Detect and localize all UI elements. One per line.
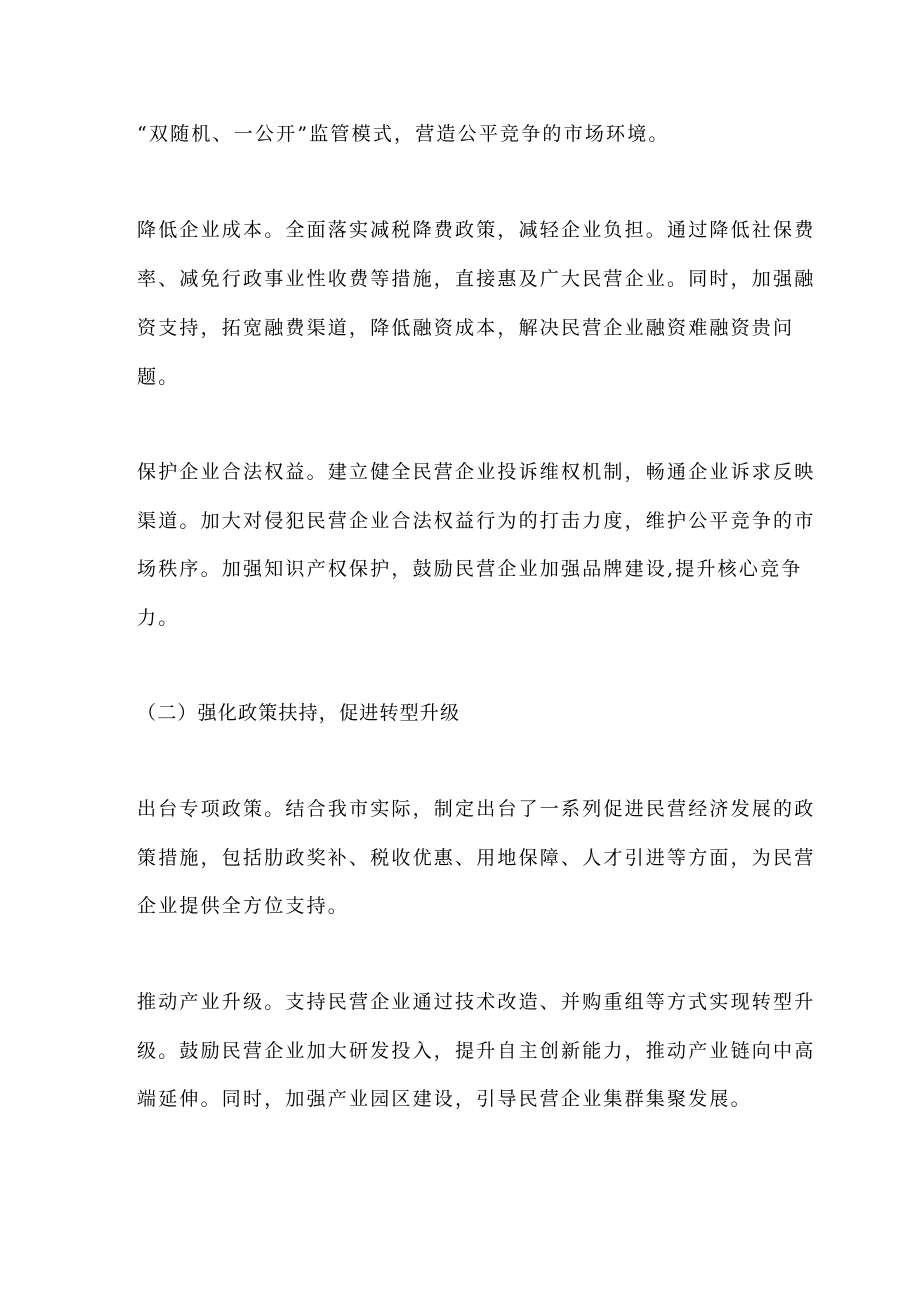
paragraph-2-line-4: 题。 [137,366,180,388]
paragraph-5-line-2: 级。鼓励民营企业加大研发投入，提升自主创新能力，推动产业链向中高 [137,1040,816,1062]
paragraph-3-line-2: 渠道。加大对侵犯民营企业合法权益行为的打击力度，维护公平竞争的市 [137,510,816,532]
paragraph-5-line-1: 推动产业升级。支持民营企业通过技术改造、并购重组等方式实现转型升 [137,991,816,1013]
paragraph-2-line-1: 降低企业成本。全面落实减税降费政策，减轻企业负担。通过降低社保费 [137,219,816,241]
paragraph-5-line-3: 端延伸。同时，加强产业园区建设，引导民营企业集群集聚发展。 [137,1088,752,1110]
paragraph-2-line-2: 率、减免行政事业性收费等措施，直接惠及广大民营企业。同时，加强融 [137,268,816,290]
paragraph-3-line-1: 保护企业合法权益。建立健全民营企业投诉维权机制，畅通企业诉求反映 [137,461,816,483]
paragraph-2-line-3: 资支持，拓宽融费渠道，降低融资成本，解决民营企业融资难融资贵问 [137,317,795,339]
paragraph-4-line-1: 出台专项政策。结合我市实际，制定出台了一系列促进民营经济发展的政 [137,798,816,820]
paragraph-4-line-2: 策措施，包括肋政奖补、税收优惠、用地保障、人才引进等方面，为民营 [137,847,816,869]
paragraph-3-line-4: 力。 [137,607,180,629]
paragraph-4-line-3: 企业提供全方位支持。 [137,895,350,917]
paragraph-1-line-1: “双随机、一公开”监管模式，营造公平竞争的市场环境。 [137,123,670,145]
paragraph-3-line-3: 场秩序。加强知识产权保护，鼓励民营企业加强品牌建设,提升核心竞争 [137,558,803,580]
section-heading: （二）强化政策扶持，促进转型升级 [137,702,461,724]
